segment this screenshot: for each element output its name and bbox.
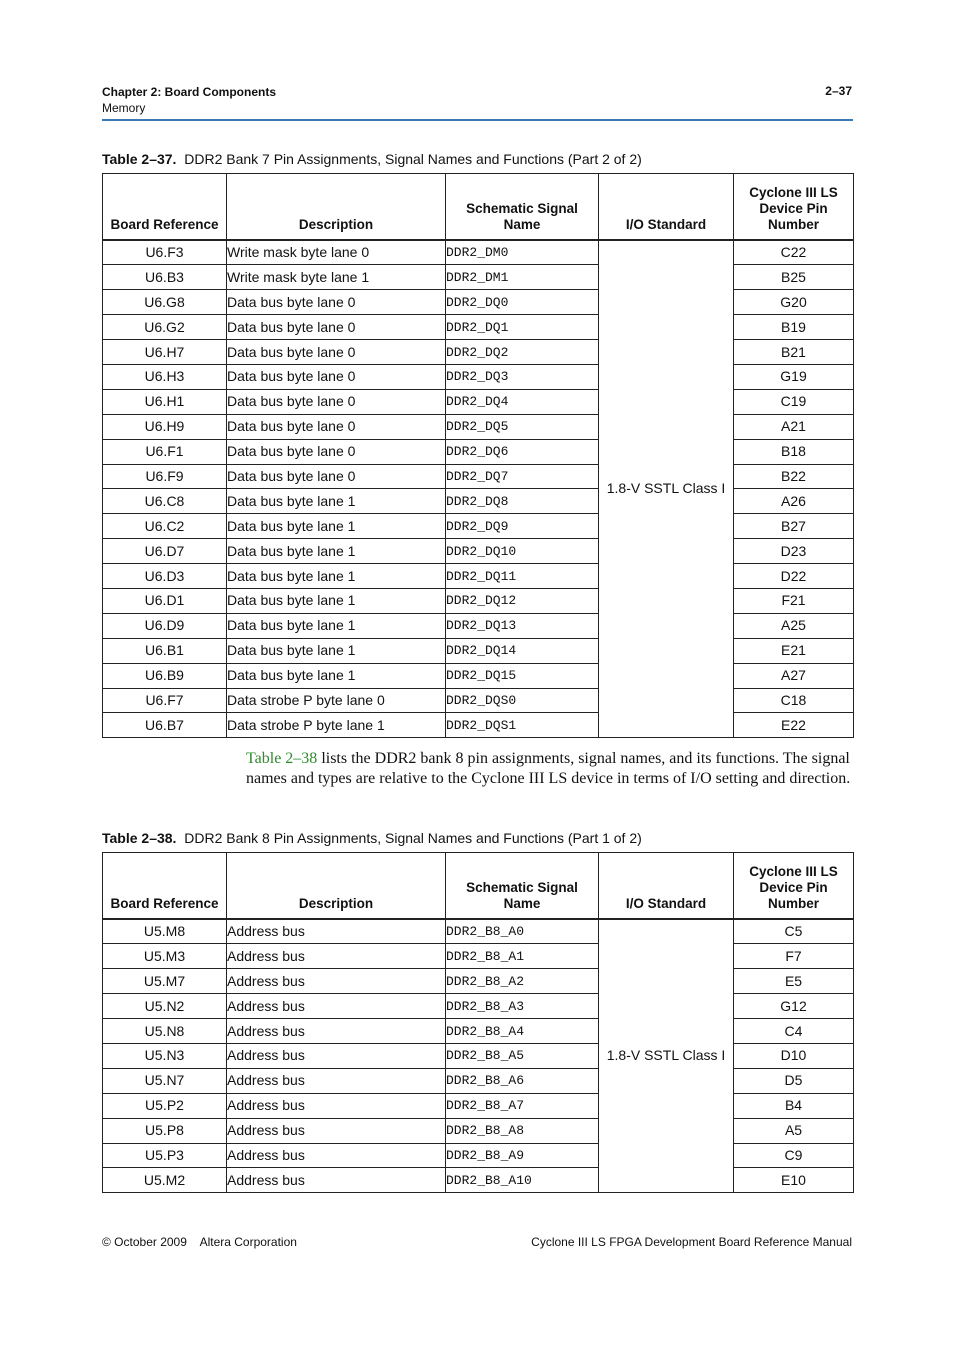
signal-name-cell: DDR2_DQ6	[446, 439, 599, 464]
table-row	[103, 315, 854, 340]
col-io-standard: I/O Standard	[599, 174, 734, 240]
pin-number-cell: F7	[734, 944, 854, 969]
description-cell: Data bus byte lane 1	[227, 613, 446, 638]
pin-number-cell: E22	[734, 713, 854, 738]
col-description: Description	[227, 174, 446, 240]
board-reference-cell: U6.B3	[103, 265, 227, 290]
pin-number-cell: C18	[734, 688, 854, 713]
signal-name-cell: DDR2_B8_A0	[446, 919, 599, 944]
description-cell: Data bus byte lane 1	[227, 514, 446, 539]
board-reference-cell: U5.P3	[103, 1143, 227, 1168]
pin-number-cell: B21	[734, 340, 854, 365]
description-cell: Data strobe P byte lane 1	[227, 713, 446, 738]
pin-number-cell: A27	[734, 663, 854, 688]
board-reference-cell: U5.N2	[103, 994, 227, 1019]
description-cell: Address bus	[227, 1068, 446, 1093]
description-cell: Address bus	[227, 969, 446, 994]
signal-name-cell: DDR2_B8_A5	[446, 1043, 599, 1068]
board-reference-cell: U6.H1	[103, 389, 227, 414]
board-reference-cell: U5.M2	[103, 1168, 227, 1193]
board-reference-cell: U6.D9	[103, 613, 227, 638]
signal-name-cell: DDR2_DQ14	[446, 638, 599, 663]
table-row	[103, 944, 854, 969]
pin-number-cell: B19	[734, 315, 854, 340]
signal-name-cell: DDR2_DQ12	[446, 588, 599, 613]
pin-number-cell: E10	[734, 1168, 854, 1193]
io-standard-cell: 1.8-V SSTL Class I	[599, 240, 734, 738]
signal-name-cell: DDR2_B8_A1	[446, 944, 599, 969]
col-io-standard: I/O Standard	[599, 853, 734, 919]
col-pin-number: Cyclone III LS Device Pin Number	[734, 853, 854, 919]
table-row	[103, 489, 854, 514]
table-row	[103, 1093, 854, 1118]
description-cell: Data strobe P byte lane 0	[227, 688, 446, 713]
description-cell: Write mask byte lane 1	[227, 265, 446, 290]
table-row	[103, 1118, 854, 1143]
table-38-link[interactable]: Table 2–38	[246, 750, 318, 767]
col-board-reference: Board Reference	[103, 174, 227, 240]
board-reference-cell: U5.P8	[103, 1118, 227, 1143]
running-header	[102, 84, 276, 116]
description-cell: Data bus byte lane 0	[227, 364, 446, 389]
header-rule	[102, 119, 853, 121]
description-cell: Address bus	[227, 1143, 446, 1168]
pin-number-cell: C19	[734, 389, 854, 414]
board-reference-cell: U6.H9	[103, 414, 227, 439]
page-number: 2–37	[825, 84, 852, 98]
signal-name-cell: DDR2_B8_A10	[446, 1168, 599, 1193]
description-cell: Data bus byte lane 0	[227, 315, 446, 340]
table-37-title: DDR2 Bank 7 Pin Assignments, Signal Names and Functions (Part 2 of 2)	[184, 151, 642, 167]
description-cell: Address bus	[227, 994, 446, 1019]
board-reference-cell: U6.G8	[103, 290, 227, 315]
board-reference-cell: U6.H7	[103, 340, 227, 365]
table-row	[103, 994, 854, 1019]
signal-name-cell: DDR2_DQ10	[446, 539, 599, 564]
table-row	[103, 638, 854, 663]
pin-number-cell: B4	[734, 1093, 854, 1118]
pin-number-cell: F21	[734, 588, 854, 613]
table-row	[103, 1168, 854, 1193]
pin-number-cell: B22	[734, 464, 854, 489]
board-reference-cell: U6.H3	[103, 364, 227, 389]
description-cell: Data bus byte lane 1	[227, 539, 446, 564]
pin-number-cell: C9	[734, 1143, 854, 1168]
pin-number-cell: B27	[734, 514, 854, 539]
pin-number-cell: D23	[734, 539, 854, 564]
signal-name-cell: DDR2_DQ8	[446, 489, 599, 514]
table-row	[103, 1043, 854, 1068]
table-row	[103, 539, 854, 564]
signal-name-cell: DDR2_B8_A7	[446, 1093, 599, 1118]
col-board-reference: Board Reference	[103, 853, 227, 919]
description-cell: Write mask byte lane 0	[227, 240, 446, 265]
description-cell: Data bus byte lane 0	[227, 290, 446, 315]
table-row	[103, 688, 854, 713]
table-row	[103, 389, 854, 414]
description-cell: Data bus byte lane 0	[227, 389, 446, 414]
pin-number-cell: A21	[734, 414, 854, 439]
table-38-caption	[102, 830, 642, 846]
board-reference-cell: U5.P2	[103, 1093, 227, 1118]
board-reference-cell: U6.C8	[103, 489, 227, 514]
table-row	[103, 564, 854, 589]
board-reference-cell: U6.F3	[103, 240, 227, 265]
signal-name-cell: DDR2_DQ3	[446, 364, 599, 389]
table-row	[103, 514, 854, 539]
table-row	[103, 919, 854, 944]
signal-name-cell: DDR2_DQ7	[446, 464, 599, 489]
table-row	[103, 364, 854, 389]
table-37-caption	[102, 151, 642, 167]
table-row	[103, 588, 854, 613]
signal-name-cell: DDR2_B8_A6	[446, 1068, 599, 1093]
description-cell: Address bus	[227, 944, 446, 969]
board-reference-cell: U6.B1	[103, 638, 227, 663]
board-reference-cell: U6.F7	[103, 688, 227, 713]
pin-number-cell: E5	[734, 969, 854, 994]
table-header-row	[103, 853, 854, 919]
description-cell: Address bus	[227, 919, 446, 944]
signal-name-cell: DDR2_DM0	[446, 240, 599, 265]
table-row	[103, 1019, 854, 1044]
signal-name-cell: DDR2_DQ13	[446, 613, 599, 638]
table-row	[103, 439, 854, 464]
footer-copyright: © October 2009 Altera Corporation	[102, 1235, 297, 1249]
table-row	[103, 713, 854, 738]
table-header-row	[103, 174, 854, 240]
board-reference-cell: U5.M3	[103, 944, 227, 969]
paragraph-text: lists the DDR2 bank 8 pin assignments, signal names, and its functions. The signal names and types are relative to the Cyclone III LS device in terms of I/O setting and direction.	[246, 750, 851, 787]
description-cell: Data bus byte lane 1	[227, 588, 446, 613]
pin-number-cell: G19	[734, 364, 854, 389]
description-cell: Data bus byte lane 0	[227, 464, 446, 489]
table-row	[103, 663, 854, 688]
signal-name-cell: DDR2_B8_A3	[446, 994, 599, 1019]
signal-name-cell: DDR2_DQS0	[446, 688, 599, 713]
col-schematic-signal-name: Schematic Signal Name	[446, 853, 599, 919]
board-reference-cell: U6.D1	[103, 588, 227, 613]
pin-number-cell: B25	[734, 265, 854, 290]
board-reference-cell: U5.M7	[103, 969, 227, 994]
board-reference-cell: U6.D7	[103, 539, 227, 564]
board-reference-cell: U6.D3	[103, 564, 227, 589]
table-row	[103, 613, 854, 638]
table-row	[103, 969, 854, 994]
table-38	[102, 852, 854, 1193]
description-cell: Address bus	[227, 1168, 446, 1193]
col-pin-number: Cyclone III LS Device Pin Number	[734, 174, 854, 240]
body-paragraph	[246, 749, 854, 789]
board-reference-cell: U6.F9	[103, 464, 227, 489]
footer-manual-title: Cyclone III LS FPGA Development Board Reference Manual	[531, 1235, 852, 1249]
description-cell: Address bus	[227, 1118, 446, 1143]
signal-name-cell: DDR2_DQS1	[446, 713, 599, 738]
table-38-number: Table 2–38.	[102, 830, 177, 846]
board-reference-cell: U5.N8	[103, 1019, 227, 1044]
pin-number-cell: C22	[734, 240, 854, 265]
description-cell: Data bus byte lane 1	[227, 663, 446, 688]
board-reference-cell: U5.M8	[103, 919, 227, 944]
pin-number-cell: D22	[734, 564, 854, 589]
col-description: Description	[227, 853, 446, 919]
description-cell: Data bus byte lane 1	[227, 564, 446, 589]
signal-name-cell: DDR2_DQ15	[446, 663, 599, 688]
pin-number-cell: C4	[734, 1019, 854, 1044]
description-cell: Address bus	[227, 1043, 446, 1068]
table-row	[103, 414, 854, 439]
pin-number-cell: A26	[734, 489, 854, 514]
signal-name-cell: DDR2_DQ0	[446, 290, 599, 315]
table-37	[102, 173, 854, 738]
board-reference-cell: U5.N3	[103, 1043, 227, 1068]
table-row	[103, 340, 854, 365]
table-row	[103, 1068, 854, 1093]
description-cell: Address bus	[227, 1019, 446, 1044]
board-reference-cell: U6.B7	[103, 713, 227, 738]
pin-number-cell: A25	[734, 613, 854, 638]
table-38-title: DDR2 Bank 8 Pin Assignments, Signal Names and Functions (Part 1 of 2)	[184, 830, 642, 846]
col-schematic-signal-name: Schematic Signal Name	[446, 174, 599, 240]
description-cell: Address bus	[227, 1093, 446, 1118]
signal-name-cell: DDR2_DQ11	[446, 564, 599, 589]
description-cell: Data bus byte lane 1	[227, 489, 446, 514]
io-standard-cell: 1.8-V SSTL Class I	[599, 919, 734, 1193]
description-cell: Data bus byte lane 0	[227, 340, 446, 365]
pin-number-cell: G12	[734, 994, 854, 1019]
pin-number-cell: D5	[734, 1068, 854, 1093]
table-row	[103, 265, 854, 290]
pin-number-cell: B18	[734, 439, 854, 464]
description-cell: Data bus byte lane 0	[227, 414, 446, 439]
table-row	[103, 240, 854, 265]
table-row	[103, 464, 854, 489]
signal-name-cell: DDR2_B8_A9	[446, 1143, 599, 1168]
board-reference-cell: U6.G2	[103, 315, 227, 340]
signal-name-cell: DDR2_DQ2	[446, 340, 599, 365]
table-37-number: Table 2–37.	[102, 151, 177, 167]
table-row	[103, 1143, 854, 1168]
signal-name-cell: DDR2_B8_A2	[446, 969, 599, 994]
signal-name-cell: DDR2_B8_A4	[446, 1019, 599, 1044]
section-title: Memory	[102, 101, 146, 115]
table-row	[103, 290, 854, 315]
board-reference-cell: U6.F1	[103, 439, 227, 464]
signal-name-cell: DDR2_DM1	[446, 265, 599, 290]
signal-name-cell: DDR2_DQ5	[446, 414, 599, 439]
chapter-title: Chapter 2: Board Components	[102, 85, 277, 99]
signal-name-cell: DDR2_B8_A8	[446, 1118, 599, 1143]
pin-number-cell: D10	[734, 1043, 854, 1068]
pin-number-cell: C5	[734, 919, 854, 944]
description-cell: Data bus byte lane 1	[227, 638, 446, 663]
pin-number-cell: A5	[734, 1118, 854, 1143]
signal-name-cell: DDR2_DQ9	[446, 514, 599, 539]
signal-name-cell: DDR2_DQ1	[446, 315, 599, 340]
description-cell: Data bus byte lane 0	[227, 439, 446, 464]
signal-name-cell: DDR2_DQ4	[446, 389, 599, 414]
board-reference-cell: U6.B9	[103, 663, 227, 688]
pin-number-cell: G20	[734, 290, 854, 315]
pin-number-cell: E21	[734, 638, 854, 663]
board-reference-cell: U5.N7	[103, 1068, 227, 1093]
board-reference-cell: U6.C2	[103, 514, 227, 539]
